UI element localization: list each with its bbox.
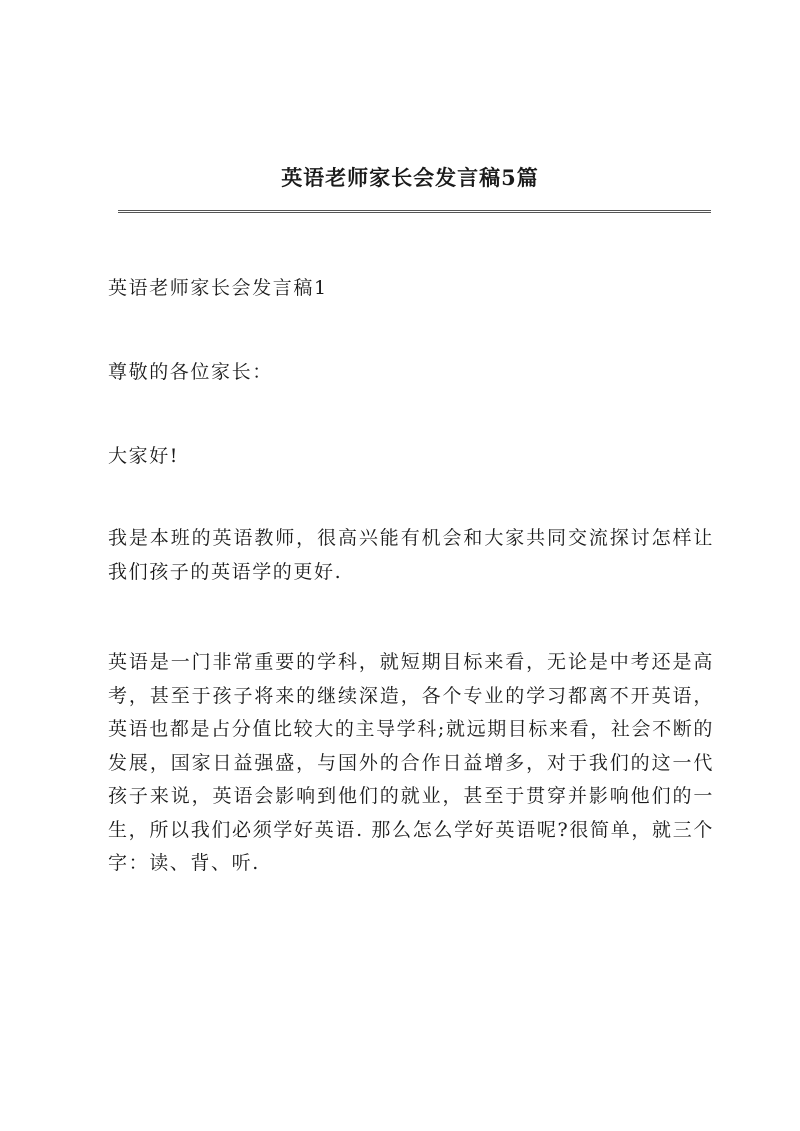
body-paragraph: 英语是一门非常重要的学科，就短期目标来看，无论是中考还是高考，甚至于孩子将来的继续深造，各个专业的学习都离不开英语，英语也都是占分值比较大的主导学科;就远期目标来看，社会不断的发展，国家日益强盛，与国外的合作日益增多，对于我们的这一代孩子来说，英语会影响到他们的就业，甚至于贯穿并影响他们的一生，所以我们必须学好英语. 那么怎么学好英语呢?很简单，就三个字：读、背、听.	[108, 651, 714, 874]
greeting-paragraph: 大家好!	[108, 445, 180, 467]
document-title: 英语老师家长会发言稿5篇	[281, 165, 539, 190]
title-divider	[118, 210, 711, 213]
intro-paragraph: 我是本班的英语教师，很高兴能有机会和大家共同交流探讨怎样让我们孩子的英语学的更好.	[108, 527, 714, 583]
section-heading: 英语老师家长会发言稿1	[108, 277, 328, 299]
salutation-paragraph: 尊敬的各位家长：	[108, 361, 273, 383]
